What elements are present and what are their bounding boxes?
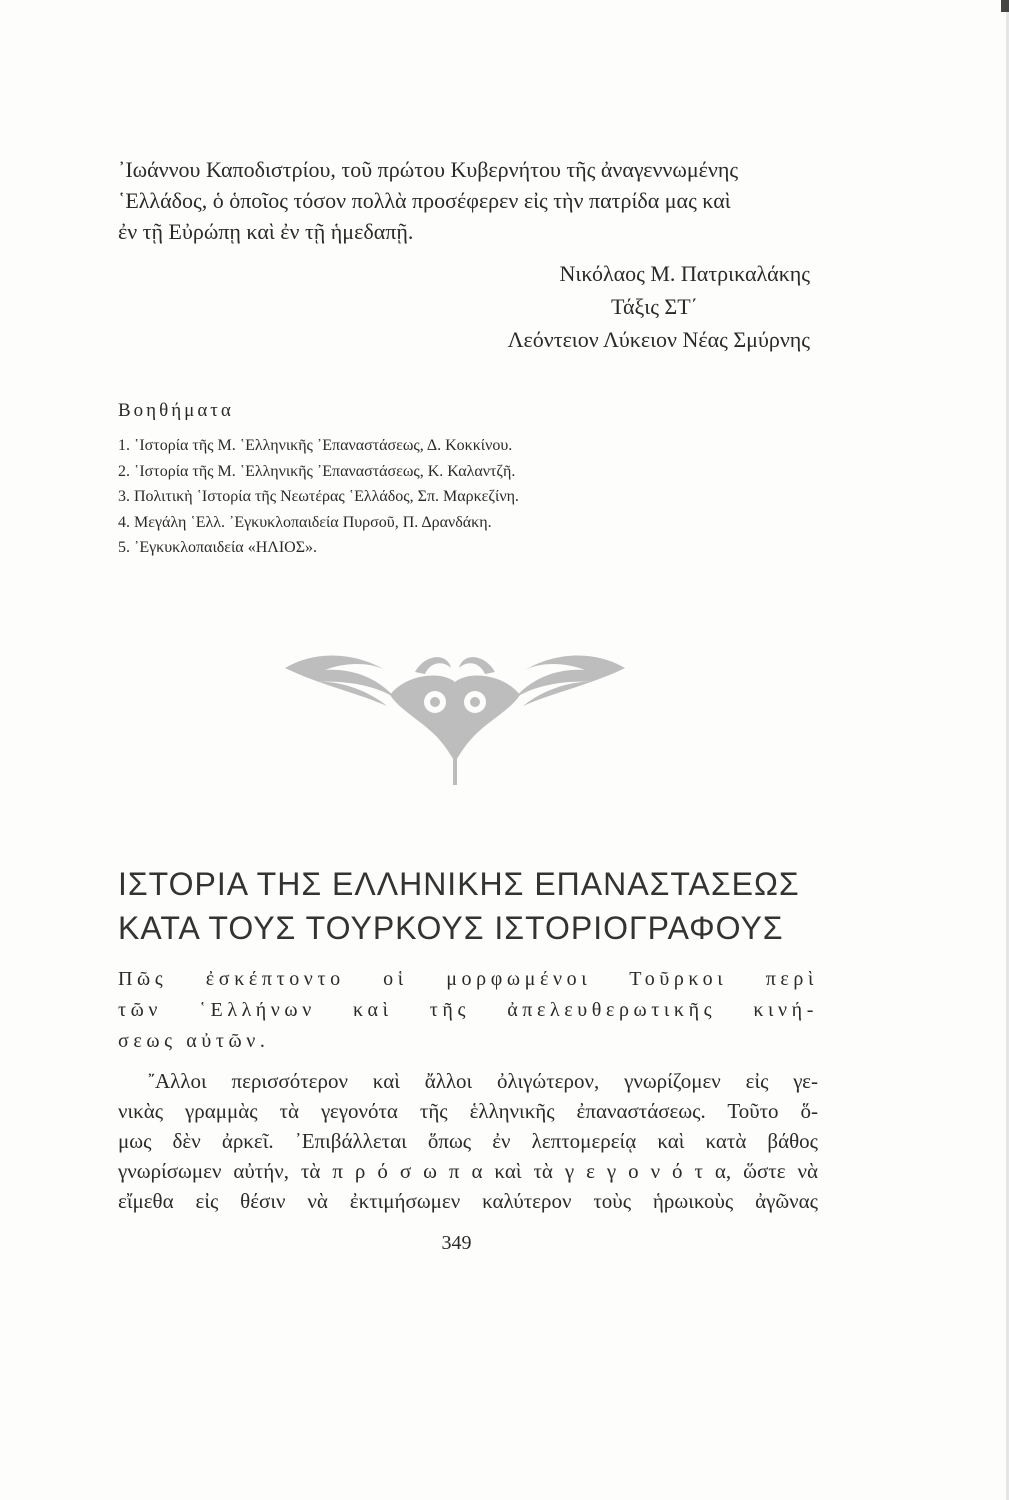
body-line: νικὰς γραμμὰς τὰ γεγονότα τῆς ἑλληνικῆς ἐπαναστάσεως. Τοῦτο ὅ- <box>118 1099 818 1123</box>
paragraph-line: ἐν τῇ Εὐρώπῃ καὶ ἐν τῇ ἡμεδαπῇ. <box>118 219 414 244</box>
subtitle-line: τῶν ῾Ελλήνων καὶ τῆς ἀπελευθερωτικῆς κινή- <box>118 999 818 1021</box>
page-edge-mark <box>1001 0 1009 12</box>
body-line: γνωρίσωμεν αὐτήν, τὰ π ρ ό σ ω π α καὶ τὰ γ ε γ ο ν ό τ α, ὥστε νὰ <box>118 1159 818 1183</box>
reference-item: 4. Μεγάλη ῾Ελλ. ᾿Εγκυκλοπαιδεία Πυρσοῦ, Π. Δρανδάκη. <box>118 513 492 531</box>
floral-ornament-icon <box>275 640 635 790</box>
subtitle-line: Πῶς ἐσκέπτοντο οἱ μορφωμένοι Τοῦρκοι περὶ <box>118 968 818 990</box>
reference-item: 5. ᾿Εγκυκλοπαιδεία «ΗΛΙΟΣ». <box>118 539 318 556</box>
reference-item: 1. ῾Ιστορία τῆς Μ. ῾Ελληνικῆς ᾿Επαναστάσεως, Δ. Κοκκίνου. <box>118 437 513 454</box>
body-line: μως δὲν ἀρκεῖ. ᾿Επιβάλλεται ὅπως ἐν λεπτομερείᾳ καὶ κατὰ βάθος <box>118 1129 818 1153</box>
title-line: ΙΣΤΟΡΙΑ ΤΗΣ ΕΛΛΗΝΙΚΗΣ ΕΠΑΝΑΣΤΑΣΕΩΣ <box>118 866 800 902</box>
signature-block <box>400 257 810 356</box>
paragraph-line: ῾Ελλάδος, ὁ ὁποῖος τόσον πολλὰ προσέφερεν εἰς τὴν πατρίδα μας καὶ <box>118 188 731 213</box>
body-line: ῎Αλλοι περισσότερον καὶ ἄλλοι ὀλιγώτερον, γνωρίζομεν εἰς γε- <box>148 1069 818 1093</box>
paragraph-line: ᾿Ιωάννου Καποδιστρίου, τοῦ πρώτου Κυβερνήτου τῆς ἀναγεννωμένης <box>118 157 739 182</box>
page-number: 349 <box>441 1232 472 1254</box>
article-subtitle <box>118 964 818 1057</box>
article-body <box>118 1066 818 1216</box>
reference-item: 3. Πολιτικὴ ῾Ιστορία τῆς Νεωτέρας ῾Ελλάδος, Σπ. Μαρκεζίνη. <box>118 488 519 505</box>
title-line: ΚΑΤΑ ΤΟΥΣ ΤΟΥΡΚΟΥΣ ΙΣΤΟΡΙΟΓΡΑΦΟΥΣ <box>118 910 784 946</box>
author-class: Τάξις ΣΤ΄ <box>611 294 698 319</box>
reference-item: 2. ῾Ιστορία τῆς Μ. ῾Ελληνικῆς ᾿Επαναστάσεως, Κ. Καλαντζῆ. <box>118 462 516 480</box>
references-heading: Βοηθήματα <box>118 400 234 421</box>
references-list <box>118 433 519 561</box>
article-title <box>118 862 818 950</box>
body-line: εἴμεθα εἰς θέσιν νὰ ἐκτιμήσωμεν καλύτερον τοὺς ἡρωικοὺς ἀγῶνας <box>118 1189 818 1213</box>
author-name: Νικόλαος Μ. Πατρικαλάκης <box>559 261 810 286</box>
author-school: Λεόντειον Λύκειον Νέας Σμύρνης <box>507 327 810 352</box>
opening-paragraph <box>118 154 818 247</box>
subtitle-line: σεως αὐτῶν. <box>118 1030 270 1052</box>
